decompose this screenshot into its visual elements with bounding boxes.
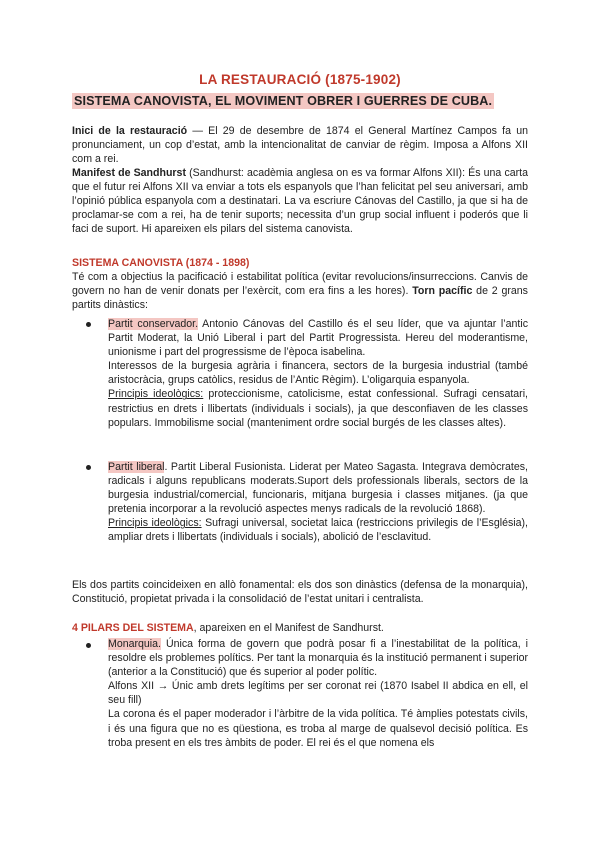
bullet-icon bbox=[86, 465, 91, 470]
liberal-text1: . Partit Liberal Fusionista. Liderat per Mateo Sagasta. Integrava demòcrates, radicals i alguns republicans moderats.Suport dels professionals liberals, sectors de la burgesia industrial/comercial, funcionaris, mitjana burgesia i classes mitjanes. (ja que pretenia incorporar a la revolució aspectes menys radicals de la revolució 1868). bbox=[108, 461, 528, 516]
bullet-icon bbox=[86, 322, 91, 327]
monarquia-text1: Única forma de govern que podrà posar fi a l’inestabilitat de la política, i resoldre els problemes polítics. Per tant la monarquia és la institució permanent i superior (anterior a la Constitució) que és superior al poder polític. bbox=[108, 638, 528, 679]
conservador-text1: Antonio Cánovas del Castillo és el seu líder, que va ajuntar l’antic Partit Moderat, la Unió Liberal i part del Partit Progressista. Hereu del moderantisme, unionisme i part del progressisme de l’època isabelina. bbox=[108, 318, 528, 359]
inici-term: Inici de la restauració bbox=[72, 125, 188, 137]
list-item-liberal bbox=[108, 460, 528, 545]
liberal-principis-label: Principis ideològics: bbox=[108, 517, 202, 530]
page-title: LA RESTAURACIÓ (1875-1902) bbox=[199, 72, 401, 87]
sistema-closing-paragraph: Els dos partits coincideixen en allò fonamental: els dos son dinàstics (defensa de la monarquia), Constitució, propietat privada i la consolidació de l’estat unitari i centralista. bbox=[72, 579, 528, 606]
liberal-label: Partit liberal bbox=[108, 461, 165, 473]
sistema-intro-b: de 2 grans partits dinàstics: bbox=[72, 285, 528, 312]
conservador-principis-label: Principis ideològics: bbox=[108, 388, 204, 401]
intro-inici-paragraph bbox=[72, 124, 528, 166]
torn-pacific-term: Torn pacífic bbox=[412, 285, 473, 298]
list-item-monarquia bbox=[108, 637, 528, 750]
inici-text: — El 29 de desembre de 1874 el General Martínez Campos fa un pronunciament, un cop d’estat, amb la intencionalitat de canviar de règim. Imposa a Alfons XII com a rei. bbox=[72, 125, 529, 166]
liberal-principis-text: Sufragi universal, societat laica (restriccions privilegis de l’Església), ampliar drets i llibertats (individuals i socials), abolició de l’esclavitud. bbox=[108, 517, 528, 544]
conservador-label: Partit conservador. bbox=[108, 318, 199, 330]
sistema-intro-a: Té com a objectius la pacificació i estabilitat política (evitar revolucions/insurreccions. Canvis de govern no han de venir donats per l’exèrcit, com era fins a les hores). bbox=[72, 271, 528, 298]
monarquia-text3: La corona és el paper moderador i l’àrbitre de la vida política. Té àmplies potestats civils, i és una figura que no es qüestiona, es troba al marge de qualsevol decisió política. Es troba present en els tres àmbits de poder. El rei és el que nomena els bbox=[108, 708, 528, 749]
conservador-principis-text: proteccionisme, catolicisme, estat confessional. Sufragi censatari, restrictius en drets i llibertats (individuals i socials), ja que desconfiaven de les classes populars. Immobilisme social (manteniment ordre social burgés de les classes altes). bbox=[108, 388, 528, 429]
pilars-heading bbox=[72, 621, 384, 635]
bullet-icon bbox=[86, 643, 91, 648]
manifest-text: (Sandhurst: acadèmia anglesa on es va formar Alfons XII): És una carta que el futur rei Alfons XII va enviar a tots els espanyols que l’han felicitat pel seu aniversari, amb l’opinió pública espanyola com a destinatari. La va escriure Cánovas del Castillo, ja que si ha de proclamar-se com a rei, ha de tenir suports; necessita d’un grup social influent i poderós que li faci de suport. Hi apareixen els pilars del sistema canovista. bbox=[72, 167, 528, 236]
monarquia-label: Monarquia. bbox=[108, 638, 161, 650]
conservador-text2: Interessos de la burgesia agrària i financera, sectors de la burgesia industrial (també aristocràcia, grups catòlics, residus de l’Antic Règim). L’oligarquia espanyola. bbox=[108, 360, 528, 387]
intro-manifest-paragraph bbox=[72, 166, 528, 236]
manifest-term: Manifest de Sandhurst bbox=[72, 167, 186, 179]
pilars-heading-tail: , apareixen en el Manifest de Sandhurst. bbox=[193, 622, 384, 634]
sistema-heading: SISTEMA CANOVISTA (1874 - 1898) bbox=[72, 257, 250, 269]
pilars-heading-text: 4 PILARS DEL SISTEMA bbox=[72, 622, 194, 634]
sistema-intro-paragraph bbox=[72, 270, 528, 312]
list-item-conservador bbox=[108, 317, 528, 430]
page-subtitle: SISTEMA CANOVISTA, EL MOVIMENT OBRER I GUERRES DE CUBA. bbox=[74, 94, 493, 108]
monarquia-text2: Alfons XII → Únic amb drets legítims per ser coronat rei (1870 Isabel II abdica en ell, el seu fill) bbox=[108, 680, 528, 707]
